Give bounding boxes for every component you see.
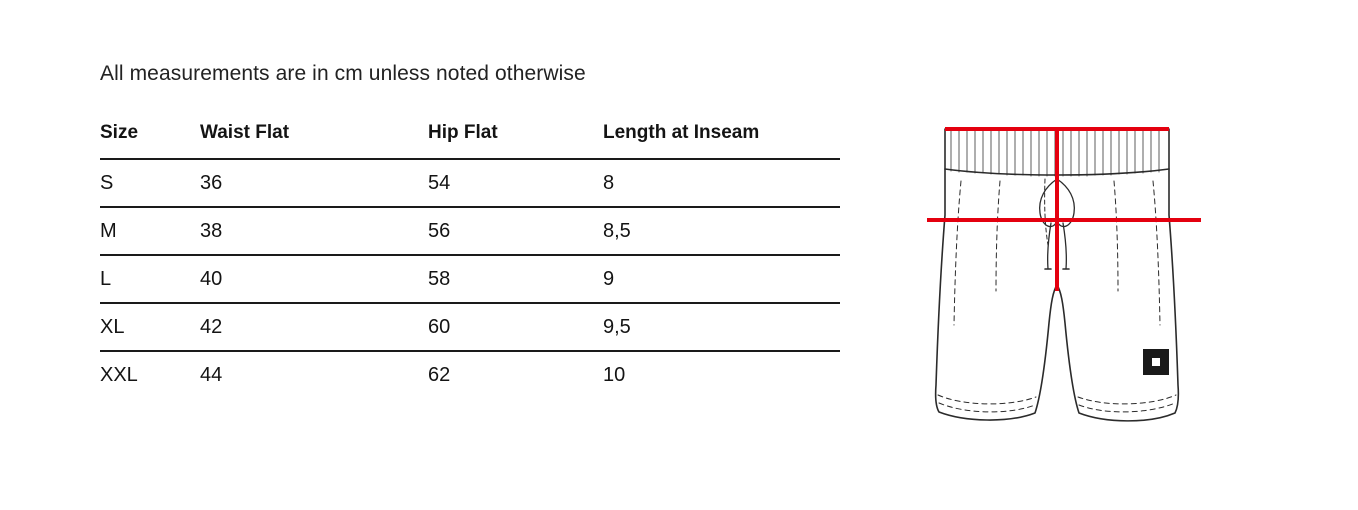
cell-length: 8 xyxy=(603,159,840,207)
size-chart-section xyxy=(100,62,845,399)
table-row xyxy=(100,351,840,399)
cell-waist: 44 xyxy=(200,351,428,399)
cell-length: 8,5 xyxy=(603,207,840,255)
column-header-length: Length at Inseam xyxy=(603,122,760,143)
cell-size: XXL xyxy=(100,351,200,399)
cell-waist: 40 xyxy=(200,255,428,303)
size-chart-table xyxy=(100,122,840,399)
table-row xyxy=(100,207,840,255)
cell-hip: 54 xyxy=(428,159,603,207)
board-shorts-illustration xyxy=(905,95,1305,445)
table-header-row xyxy=(100,122,840,159)
cell-hip: 56 xyxy=(428,207,603,255)
measurement-note: All measurements are in cm unless noted otherwise xyxy=(100,62,586,85)
cell-size: L xyxy=(100,255,200,303)
column-header-size: Size xyxy=(100,122,139,143)
left-side-seam-stitch xyxy=(954,181,961,325)
cell-length: 10 xyxy=(603,351,840,399)
right-hem-stitch xyxy=(1078,395,1176,404)
cell-waist: 36 xyxy=(200,159,428,207)
table-row xyxy=(100,159,840,207)
right-side-seam-stitch xyxy=(1153,181,1160,325)
column-header-waist: Waist Flat xyxy=(200,122,290,143)
brand-label xyxy=(1143,349,1169,375)
cell-hip: 58 xyxy=(428,255,603,303)
cell-hip: 62 xyxy=(428,351,603,399)
cell-waist: 38 xyxy=(200,207,428,255)
left-pocket-stitch xyxy=(996,181,1000,291)
right-pocket-stitch xyxy=(1114,181,1118,291)
table-row xyxy=(100,255,840,303)
cell-hip: 60 xyxy=(428,303,603,351)
left-hem-stitch xyxy=(938,395,1036,404)
cell-length: 9,5 xyxy=(603,303,840,351)
column-header-hip: Hip Flat xyxy=(428,122,498,143)
table-row xyxy=(100,303,840,351)
cell-size: S xyxy=(100,159,200,207)
cell-length: 9 xyxy=(603,255,840,303)
cell-waist: 42 xyxy=(200,303,428,351)
cell-size: XL xyxy=(100,303,200,351)
cell-size: M xyxy=(100,207,200,255)
